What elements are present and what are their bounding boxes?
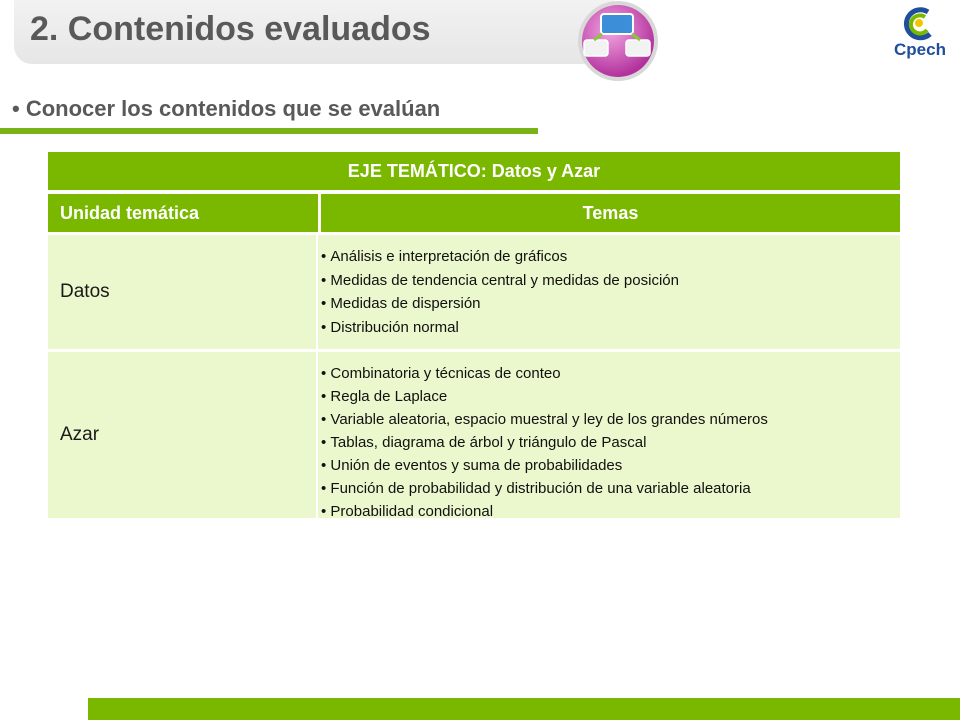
topic-item: • Distribución normal: [321, 316, 900, 340]
page-title: 2. Contenidos evaluados: [30, 10, 431, 48]
table-row: [48, 235, 900, 349]
unit-cell: Azar: [48, 352, 318, 518]
cpech-logo: [888, 6, 952, 64]
column-header-topics: Temas: [321, 194, 900, 232]
table-header-row: [48, 194, 900, 232]
cpech-logo-icon: [888, 6, 952, 42]
footer-bar: [88, 698, 960, 720]
topics-cell: [321, 352, 900, 518]
diagram-icon: [572, 0, 664, 86]
topic-item: • Medidas de tendencia central y medidas de posición: [321, 269, 900, 293]
topic-item: • Combinatoria y técnicas de conteo: [321, 362, 900, 385]
topic-item: • Regla de Laplace: [321, 385, 900, 408]
topic-item: • Análisis e interpretación de gráficos: [321, 245, 900, 269]
column-header-unit: Unidad temática: [48, 194, 318, 232]
topic-item: • Variable aleatoria, espacio muestral y ley de los grandes números: [321, 408, 900, 431]
logo-text: Cpech: [894, 40, 946, 59]
subtitle-underline: [0, 128, 538, 134]
topics-cell: [321, 235, 900, 349]
topic-item: • Función de probabilidad y distribución de una variable aleatoria: [321, 477, 900, 500]
topic-item: • Tablas, diagrama de árbol y triángulo de Pascal: [321, 431, 900, 454]
table-row: [48, 352, 900, 518]
topic-item: • Unión de eventos y suma de probabilidades: [321, 454, 900, 477]
topic-item: • Medidas de dispersión: [321, 292, 900, 316]
table-title: EJE TEMÁTICO: Datos y Azar: [48, 152, 900, 190]
content-table: [48, 152, 900, 521]
subtitle: • Conocer los contenidos que se evalúan: [12, 96, 441, 121]
topic-item: • Probabilidad condicional: [321, 500, 900, 523]
unit-cell: Datos: [48, 235, 318, 349]
